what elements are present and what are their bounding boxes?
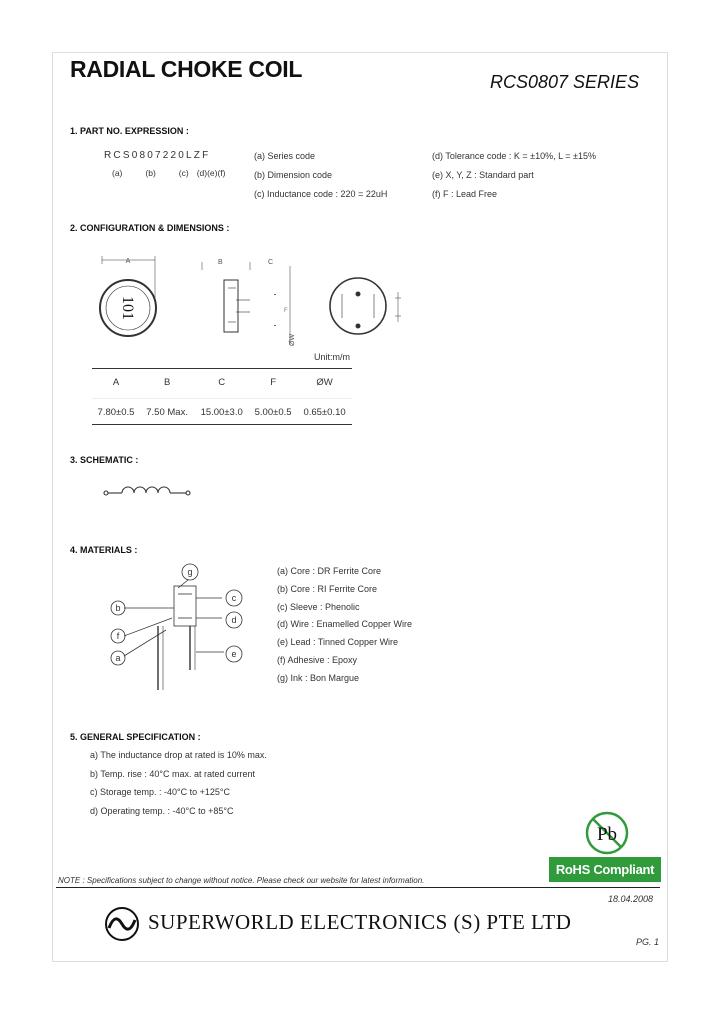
spec-item: a) The inductance drop at rated is 10% max. (90, 750, 267, 760)
company-logo-icon (104, 906, 140, 942)
lead-free-icon (584, 810, 630, 856)
material-item: (c) Sleeve : Phenolic (277, 601, 360, 612)
dim-label-c: C (268, 259, 274, 266)
rohs-badge: RoHS Compliant (549, 857, 661, 882)
part-item: (c) Inductance code : 220 = 22uH (254, 189, 388, 199)
materials-drawing (100, 558, 260, 698)
top-view (100, 256, 156, 336)
coil-marking: 101 (119, 296, 136, 320)
part-item: (f) F : Lead Free (432, 189, 498, 199)
section-schematic-heading: 3. SCHEMATIC : (70, 455, 139, 465)
spec-item: b) Temp. rise : 40°C max. at rated current (90, 768, 255, 779)
callout-g: g (187, 567, 193, 577)
footer-note: NOTE : Specifications subject to change without notice. Please check our website for latest information. (58, 876, 425, 885)
col-w: ØW (297, 369, 352, 399)
value-w: 0.65±0.10 (297, 399, 352, 425)
bottom-view (330, 278, 401, 334)
pb-text: Pb (596, 824, 618, 845)
section-config-heading: 2. CONFIGURATION & DIMENSIONS : (70, 223, 230, 233)
series-label: RCS0807 SERIES (490, 72, 640, 92)
spec-item: d) Operating temp. : -40°C to +85°C (90, 805, 234, 816)
material-item: (b) Core : RI Ferrite Core (277, 583, 378, 594)
page-number: PG. 1 (636, 937, 660, 947)
material-item: (g) Ink : Bon Margue (277, 672, 360, 683)
value-c: 15.00±3.0 (194, 399, 249, 425)
materials-list (277, 566, 412, 691)
col-a: A (92, 369, 140, 399)
material-item: (f) Adhesive : Epoxy (277, 654, 358, 665)
letter-b: (b) (145, 168, 156, 178)
part-item: (d) Tolerance code : K = ±10%, L = ±15% (432, 151, 596, 161)
callout-d: d (231, 615, 237, 625)
material-item: (e) Lead : Tinned Copper Wire (277, 637, 399, 648)
callout-e: e (231, 649, 237, 659)
table-row (92, 399, 352, 425)
value-f: 5.00±0.5 (249, 399, 297, 425)
table-header-row (92, 369, 352, 399)
section-materials-heading: 4. MATERIALS : (70, 545, 138, 555)
spec-item: c) Storage temp. : -40°C to +125°C (90, 787, 231, 798)
dim-label-a: A (125, 258, 131, 265)
callout-c: c (231, 593, 237, 603)
value-b: 7.50 Max. (140, 399, 194, 425)
part-items-right (432, 147, 596, 204)
callout-f: f (116, 631, 120, 641)
dim-label-f: F (284, 308, 288, 314)
part-code-letters (112, 168, 249, 178)
callout-a: a (115, 653, 121, 663)
value-a: 7.80±0.5 (92, 399, 140, 425)
footer-divider (56, 887, 660, 888)
part-items-left (254, 147, 387, 204)
page-title: RADIAL CHOKE COIL (70, 56, 303, 82)
dim-label-b: B (218, 259, 223, 266)
part-item: (e) X, Y, Z : Standard part (432, 170, 534, 180)
revision-date: 18.04.2008 (608, 894, 654, 904)
col-c: C (194, 369, 249, 399)
letter-a: (a) (112, 168, 123, 178)
inductor-symbol (102, 482, 194, 504)
material-item: (d) Wire : Enamelled Copper Wire (277, 619, 413, 630)
section-part-no-heading: 1. PART NO. EXPRESSION : (70, 126, 189, 136)
callout-b: b (115, 603, 121, 613)
dimension-drawing (90, 250, 420, 360)
section-spec-heading: 5. GENERAL SPECIFICATION : (70, 732, 201, 742)
letter-def: (d)(e)(f) (196, 168, 226, 178)
letter-c: (c) (178, 168, 189, 178)
col-b: B (140, 369, 194, 399)
dim-label-w: ØW (289, 333, 296, 346)
col-f: F (249, 369, 297, 399)
material-item: (a) Core : DR Ferrite Core (277, 566, 382, 576)
spec-list (90, 750, 267, 824)
dimensions-table (92, 368, 352, 425)
side-view (202, 259, 296, 346)
unit-label: Unit:m/m (314, 352, 350, 362)
part-item: (b) Dimension code (254, 170, 333, 180)
company-name: SUPERWORLD ELECTRONICS (S) PTE LTD (148, 910, 572, 934)
part-code: RCS0807220LZF (104, 150, 211, 161)
part-item: (a) Series code (254, 151, 316, 161)
